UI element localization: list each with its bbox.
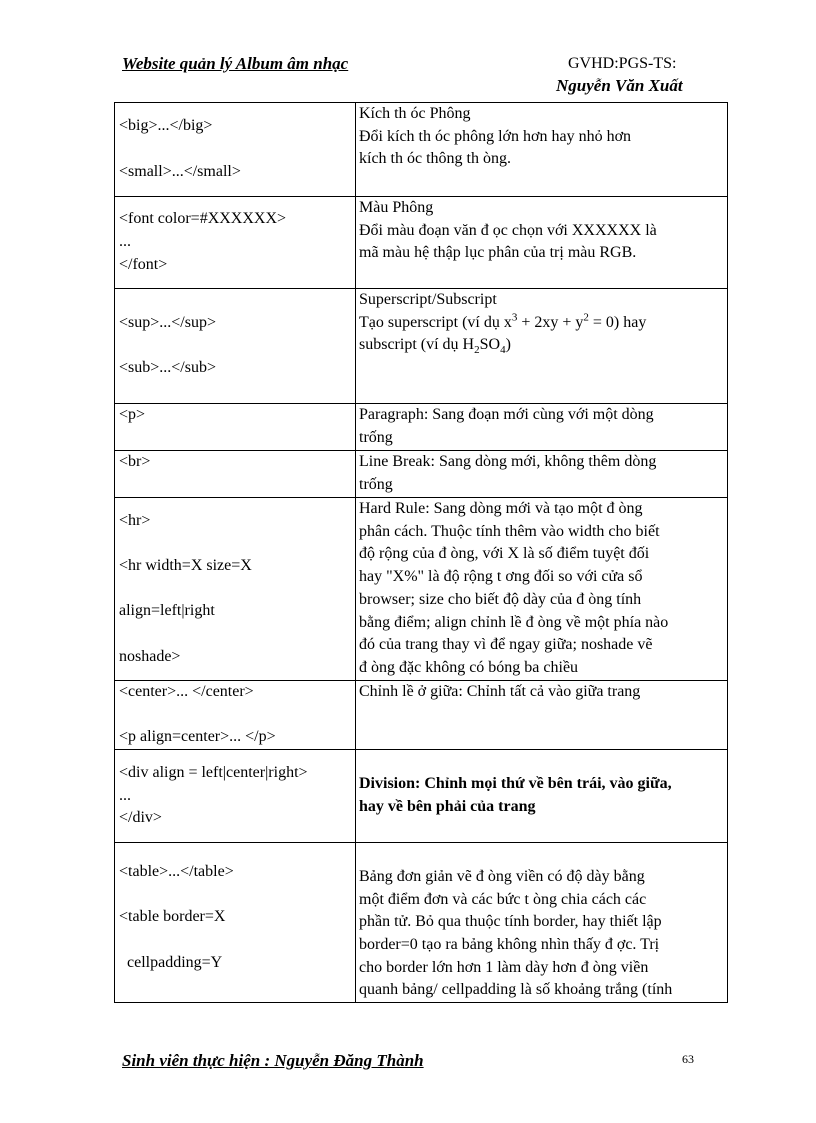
description-line: trống [359, 428, 393, 446]
tag-line: <hr> [119, 511, 151, 529]
description-line: đ òng đặc không có bóng ba chiều [359, 658, 579, 676]
tag-line: ... [119, 786, 131, 804]
tag-line: <sup>...</sup> [119, 313, 216, 331]
tag-cell [115, 404, 356, 451]
tag-line: </div> [119, 809, 162, 827]
advisor-label: GVHD:PGS-TS: [568, 55, 677, 72]
description-line: cho border lớn hơn 1 làm dày hơn đ òng viền [359, 958, 649, 976]
description-line: kích th óc thông th òng. [359, 150, 511, 168]
tag-line: <big>...</big> [119, 117, 213, 135]
description-cell [356, 197, 728, 289]
description-line: trống [359, 475, 393, 493]
table-row [115, 681, 728, 750]
description-cell [356, 404, 728, 451]
description-title: Màu Phông [359, 199, 434, 216]
description-line: Division: Chỉnh mọi thứ về bên trái, vào giữa, [359, 775, 672, 793]
description-cell [356, 103, 728, 197]
tag-line: <table border=X [119, 908, 226, 926]
description-line: browser; size cho biết độ dày của đ òng tính [359, 590, 642, 608]
tag-line: <div align = left|center|right> [119, 764, 308, 782]
description-line: mã màu hệ thập lục phân của trị màu RGB. [359, 244, 637, 262]
description-line: border=0 tạo ra bảng không nhìn thấy đ ợc. Trị [359, 935, 660, 953]
description-cell [356, 750, 728, 843]
description-line: Hard Rule: Sang dòng mới và tạo một đ òng [359, 500, 643, 517]
description-line: Đổi kích th óc phông lớn hơn hay nhỏ hơn [359, 127, 632, 145]
table-row [115, 197, 728, 289]
document-title: Website quản lý Album âm nhạc [122, 54, 349, 73]
description-line: đó của trang thay vì để ngay giữa; noshade vẽ [359, 636, 653, 654]
tag-cell [115, 843, 356, 1003]
description-line: Paragraph: Sang đoạn mới cùng với một dòng [359, 406, 654, 423]
description-cell [356, 681, 728, 750]
page-number: 63 [682, 1052, 694, 1066]
superscript-example: Tạo superscript (ví dụ $x^3 + 2xy + y^2 = 0$) hay [359, 311, 647, 331]
table-row [115, 404, 728, 451]
table-row [115, 750, 728, 843]
tag-cell [115, 498, 356, 681]
tag-line: <table>...</table> [119, 863, 234, 881]
description-line: hay "X%" là độ rộng t ơng đối so với cửa sổ [359, 568, 643, 586]
description-cell [356, 498, 728, 681]
description-cell [356, 451, 728, 498]
tag-line: noshade> [119, 647, 181, 665]
subscript-example: subscript (ví dụ $H_2SO_4$) [359, 336, 511, 357]
table-row [115, 498, 728, 681]
tag-cell [115, 451, 356, 498]
description-title: Kích th óc Phông [359, 105, 471, 122]
advisor-name: Nguyễn Văn Xuất [556, 76, 683, 95]
tag-line: <small>...</small> [119, 162, 241, 180]
description-line: bằng điểm; align chỉnh lề đ òng về một phía nào [359, 613, 669, 631]
description-title: Superscript/Subscript [359, 291, 497, 308]
description-cell [356, 843, 728, 1003]
description-line: độ rộng của đ òng, với X là số điểm tuyệt đối [359, 545, 650, 563]
tag-line: <font color=#XXXXXX> [119, 210, 287, 228]
description-line: phân cách. Thuộc tính thêm vào width cho biết [359, 522, 660, 540]
description-line: một điểm đơn và các bức t òng chia cách các [359, 890, 647, 908]
tag-cell [115, 103, 356, 197]
tag-line: align=left|right [119, 602, 215, 620]
tag-line: <center>... </center> [119, 683, 254, 700]
tag-line: </font> [119, 255, 168, 273]
tag-line: ... [119, 233, 131, 251]
tag-line: cellpadding=Y [119, 953, 223, 971]
table-row [115, 843, 728, 1003]
tag-line: <hr width=X size=X [119, 556, 252, 574]
tag-cell [115, 750, 356, 843]
table-row [115, 451, 728, 498]
description-line: phần tử. Bỏ qua thuộc tính border, hay thiết lập [359, 913, 662, 931]
description-line: Chỉnh lề ở giữa: Chỉnh tất cả vào giữa trang [359, 683, 641, 700]
description-line: Đổi màu đoạn văn đ ọc chọn với XXXXXX là [359, 221, 657, 239]
tag-line: <p> [119, 406, 146, 423]
description-line: quanh bảng/ cellpadding là số khoảng trắng (tính [359, 981, 673, 999]
author-footer: Sinh viên thực hiện : Nguyễn Đăng Thành [122, 1051, 424, 1070]
description-cell [356, 289, 728, 404]
tag-line: <p align=center>... </p> [119, 728, 276, 746]
table-row [115, 103, 728, 197]
tag-line: <br> [119, 453, 151, 470]
tag-cell [115, 289, 356, 404]
description-line: Line Break: Sang dòng mới, không thêm dòng [359, 453, 657, 470]
table-row [115, 289, 728, 404]
tag-line: <sub>...</sub> [119, 359, 216, 377]
description-line: hay về bên phải của trang [359, 798, 536, 816]
tag-cell [115, 197, 356, 289]
html-tags-table [114, 102, 728, 1003]
description-line: Bảng đơn giản vẽ đ òng viền có độ dày bằng [359, 867, 645, 885]
tag-cell [115, 681, 356, 750]
